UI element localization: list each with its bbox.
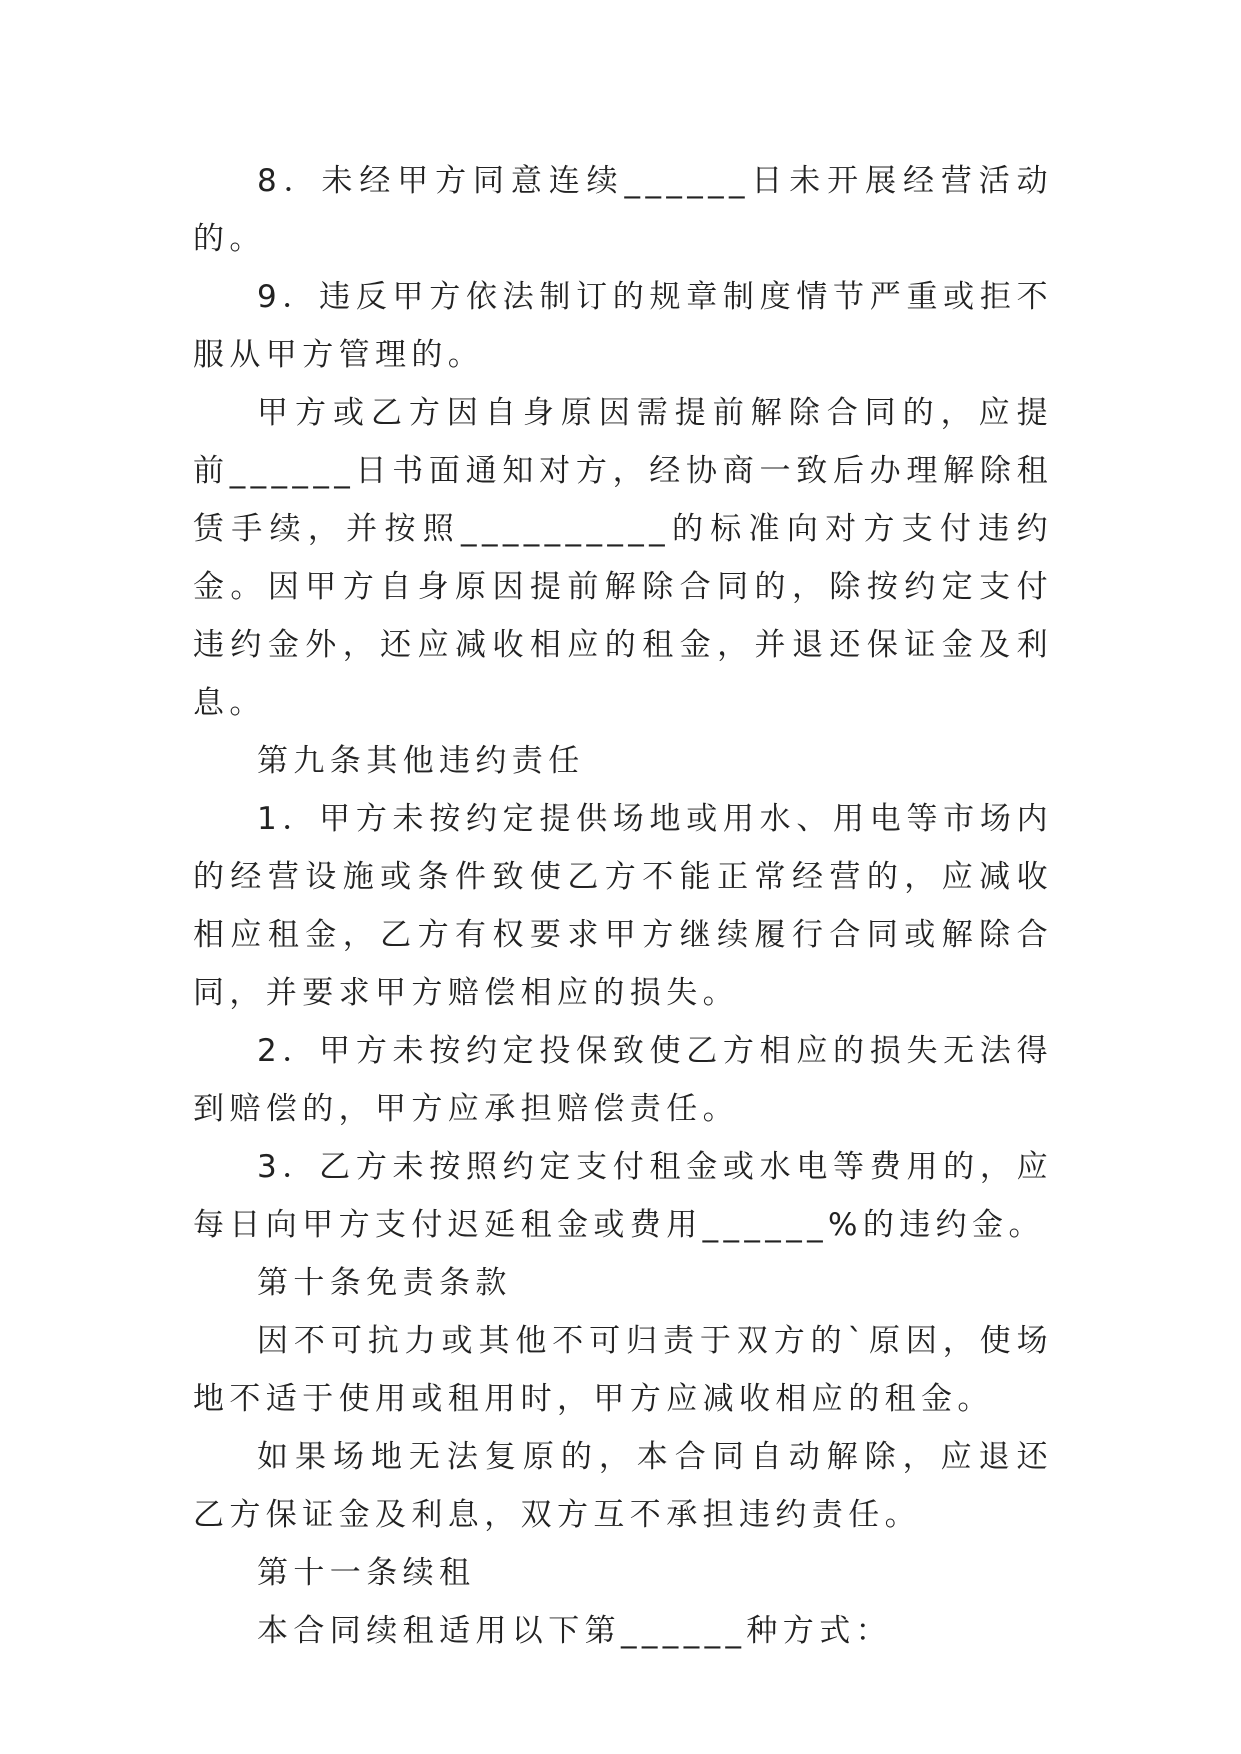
- article-9-item-1: 1．甲方未按约定提供场地或用水、用电等市场内的经营设施或条件致使乙方不能正常经营的，应减收相应租金，乙方有权要求甲方继续履行合同或解除合同，并要求甲方赔偿相应的损失。: [193, 801, 1053, 1011]
- article-9-item-2: 2．甲方未按约定投保致使乙方相应的损失无法得到赔偿的，甲方应承担赔偿责任。: [193, 1033, 1053, 1127]
- early-termination-paragraph: 甲方或乙方因自身原因需提前解除合同的，应提前______日书面通知对方，经协商一致后办理解除租赁手续，并按照__________的标准向对方支付违约金。因甲方自身原因提前解除合同的，除按约定支付违约金外，还应减收相应的租金，并退还保证金及利息。: [193, 395, 1053, 721]
- site-unrecoverable-paragraph: 如果场地无法复原的，本合同自动解除，应退还乙方保证金及利息，双方互不承担违约责任。: [193, 1439, 1053, 1533]
- document-body: [193, 152, 1053, 1660]
- article-9-heading: 第九条其他违约责任: [257, 743, 585, 779]
- article-10-heading: 第十条免责条款: [257, 1265, 512, 1301]
- article-9-item-3: 3．乙方未按照约定支付租金或水电等费用的，应每日向甲方支付迟延租金或费用______%的违约金。: [193, 1149, 1053, 1243]
- article-11-heading: 第十一条续租: [257, 1555, 476, 1591]
- clause-9-paragraph: 9．违反甲方依法制订的规章制度情节严重或拒不服从甲方管理的。: [193, 279, 1053, 373]
- clause-8-paragraph: 8．未经甲方同意连续______日未开展经营活动的。: [193, 163, 1053, 257]
- force-majeure-paragraph: 因不可抗力或其他不可归责于双方的`原因，使场地不适于使用或租用时，甲方应减收相应的租金。: [193, 1323, 1053, 1417]
- renewal-method-paragraph: 本合同续租适用以下第______种方式：: [257, 1613, 892, 1649]
